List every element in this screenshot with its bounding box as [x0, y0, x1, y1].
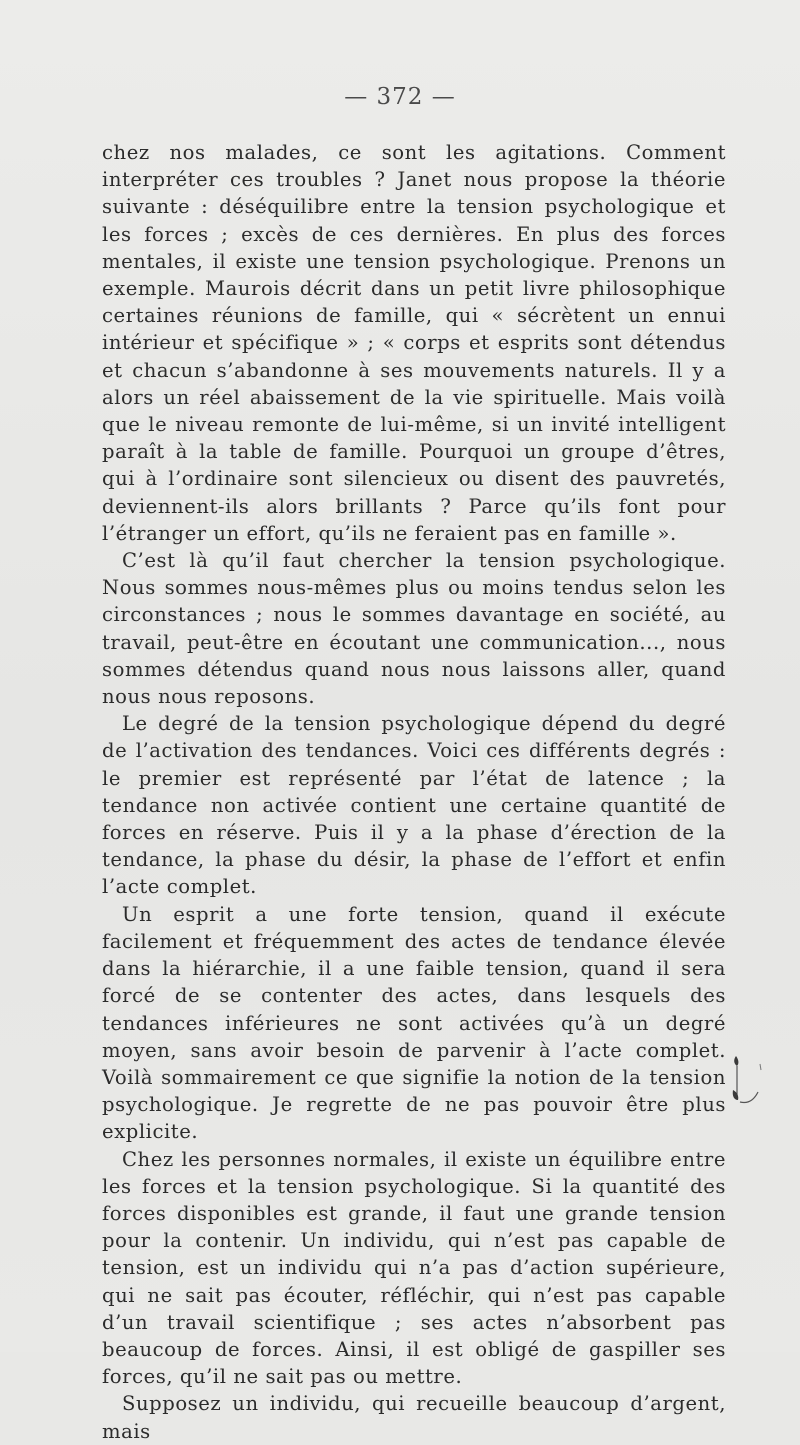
- body-text: [102, 139, 726, 1445]
- handwritten-margin-mark: [728, 1050, 764, 1110]
- paragraph: Le degré de la tension psychologique dépend du degré de l’activation des tendances. Voici ces différents degrés : le premier est représenté par l’état de latence ; la tendance non activée contient une certaine quantité de forces en réserve. Puis il y a la phase d’érection de la tendance, la phase du désir, la phase de l’effort et enfin l’acte complet.: [102, 712, 726, 899]
- paragraph: Un esprit a une forte tension, quand il exécute facilement et fréquemment des actes de tendance élevée dans la hiérarchie, il a une faible tension, quand il sera forcé de se contenter des actes, dans lesquels des tendances inférieures ne sont activées qu’à un degré moyen, sans avoir besoin de parvenir à l’acte complet. Voilà sommairement ce que signifie la notion de la tension psychologique. Je regrette de ne pas pouvoir être plus explicite.: [102, 902, 726, 1144]
- paragraph-last: Supposez un individu, qui recueille beaucoup d’argent, mais: [102, 1392, 726, 1443]
- paragraph: C’est là qu’il faut chercher la tension psychologique. Nous sommes nous-mêmes plus ou moins tendus selon les circonstances ; nous le sommes davantage en société, au travail, peut-être en écoutant une communication..., nous sommes détendus quand nous nous laissons aller, quand nous nous reposons.: [102, 549, 726, 709]
- paragraph-continuation: chez nos malades, ce sont les agitations. Comment interpréter ces troubles ? Janet nous propose la théorie suivante : déséquilibre entre la tension psychologique et les forces ; excès de ces dernières. En plus des forces mentales, il existe une tension psychologique. Prenons un exemple. Maurois décrit dans un petit livre philosophique certaines réunions de famille, qui « sécrètent un ennui intérieur et spécifique » ; « corps et esprits sont détendus et chacun s’abandonne à ses mouvements naturels. Il y a alors un réel abaissement de la vie spirituelle. Mais voilà que le niveau remonte de lui-même, si un invité intelligent paraît à la table de famille. Pourquoi un groupe d’êtres, qui à l’ordinaire sont silencieux ou disent des pauvretés, deviennent-ils alors brillants ? Parce qu’ils font pour l’étranger un effort, qu’ils ne feraient pas en famille ».: [102, 141, 726, 545]
- paragraph: Chez les personnes normales, il existe un équilibre entre les forces et la tension psychologique. Si la quantité des forces disponibles est grande, il faut une grande tension pour la contenir. Un individu, qui n’est pas capable de tension, est un individu qui n’a pas d’action supérieure, qui ne sait pas écouter, réfléchir, qui n’est pas capable d’un travail scientifique ; ses actes n’absorbent pas beaucoup de forces. Ainsi, il est obligé de gaspiller ses forces, qu’il ne sait pas ou mettre.: [102, 1147, 726, 1389]
- page-number: — 372 —: [344, 84, 456, 110]
